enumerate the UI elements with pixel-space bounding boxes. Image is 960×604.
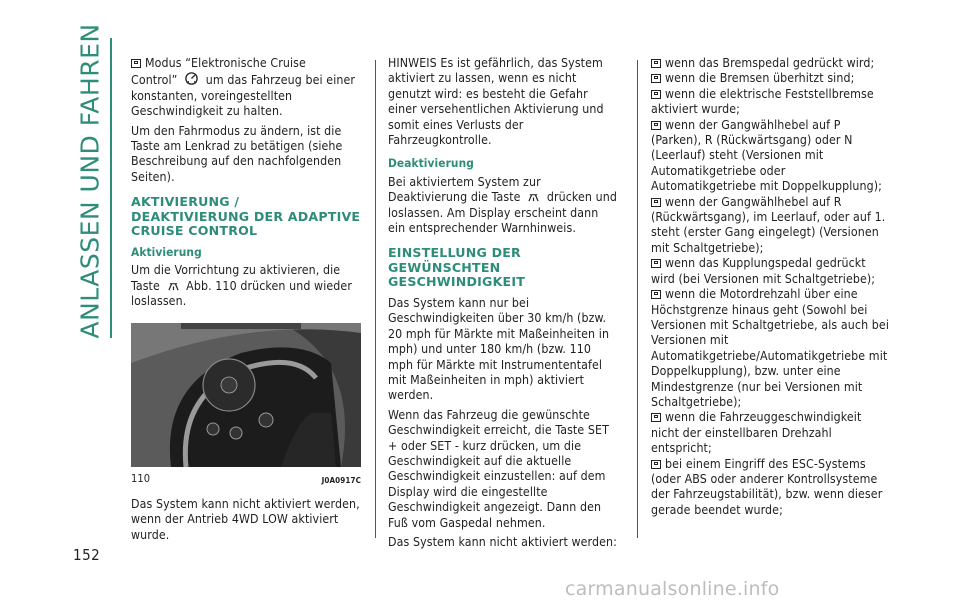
list-item: wenn die elektrische Feststellbremse aktiviert wurde; <box>651 86 874 117</box>
speed-paragraph-2: Wenn das Fahrzeug die gewünschte Geschwindigkeit erreicht, die Taste SET + oder SET - kurz drücken, um die Geschwindigkeit auf die aktuelle Geschwindigkeit einzustellen: auf dem Display wird die eingestellte Geschwindigkeit angezeigt. Dann den Fuß vom Gaspedal nehmen. <box>388 407 609 530</box>
list-item: wenn die Bremsen überhitzt sind; <box>651 71 891 86</box>
deactivation-paragraph: Bei aktiviertem System zur Deaktivierung die Taste drücken und loslassen. Am Display erscheint dann ein entsprechender Warnhinweis. <box>388 174 617 236</box>
list-item: wenn das Bremspedal gedrückt wird; <box>651 56 891 71</box>
list-item: wenn die Fahrzeuggeschwindigkeit nicht der einstellbaren Drehzahl entspricht; <box>651 410 862 456</box>
bullet-icon <box>651 460 661 469</box>
bullet-icon <box>651 121 661 130</box>
column-3 <box>651 56 891 518</box>
figure-number: 110 <box>131 472 151 486</box>
cruise-button-icon <box>167 281 180 292</box>
adaptive-cruise-icon <box>184 71 199 86</box>
bullet-icon <box>651 59 661 68</box>
speed-paragraph-1: Das System kann nur bei Geschwindigkeiten über 30 km/h (bzw. 20 mph für Märkte mit Maßeinheiten in mph) und unter 180 km/h (bzw. 110 mph für Märkte mit Instrumententafel mit Maßeinheiten in mph) aktiviert werden. <box>388 295 610 403</box>
chapter-rule <box>110 38 112 338</box>
chapter-title: ANLASSEN UND FAHREN <box>75 23 105 339</box>
column-2 <box>388 56 618 554</box>
steering-wheel-photo <box>131 323 361 467</box>
4wd-paragraph: Das System kann nicht aktiviert werden, wenn der Antrieb 4WD LOW aktiviert wurde. <box>131 496 360 542</box>
bullet-icon <box>651 413 661 422</box>
subheading-activation: Aktivierung <box>131 244 202 259</box>
list-item: wenn die Motordrehzahl über eine Höchstgrenze hinaus geht (Sowohl bei Versionen mit Schaltgetriebe, als auch bei Versionen mit Automatikgetriebe/Automatikgetriebe mit Doppelkupplung), bzw. unter eine Mindestgrenze (nur bei Versionen mit Schaltgetriebe); <box>651 287 890 409</box>
steering-wheel-figure <box>131 323 361 467</box>
bullet-icon <box>651 74 661 83</box>
bullet-icon <box>651 90 661 99</box>
bullet-icon <box>131 59 141 68</box>
list-item: wenn der Gangwählhebel auf P (Parken), R (Rückwärtsgang) oder N (Leerlauf) steht (Versionen mit Automatikgetriebe oder Automatikgetriebe mit Doppelkupplung); <box>651 117 882 194</box>
speed-paragraph-3: Das System kann nicht aktiviert werden: <box>388 535 617 550</box>
mode-paragraph: Modus “Elektronische Cruise Control” um das Fahrzeug bei einer konstanten, voreingestellten Geschwindigkeit zu halten. <box>131 56 356 119</box>
column-divider-2 <box>637 60 638 538</box>
heading-speed-setting: EINSTELLUNG DER GEWÜNSCHTEN GESCHWINDIGKEIT <box>388 245 526 290</box>
list-item: wenn der Gangwählhebel auf R (Rückwärtsgang), im Leerlauf, oder auf 1. steht (erster Gang eingelegt) (Versionen mit Schaltgetriebe); <box>651 194 886 255</box>
list-item: bei einem Eingriff des ESC-Systems (oder ABS oder anderer Kontrollsysteme der Fahrzeugstabilität), bzw. wenn dieser gerade beendet wurde; <box>651 456 883 517</box>
list-item: wenn das Kupplungspedal gedrückt wird (bei Versionen mit Schaltgetriebe); <box>651 256 876 286</box>
bullet-icon <box>651 290 661 299</box>
cruise-button-icon <box>527 192 540 203</box>
column-divider-1 <box>375 60 376 538</box>
heading-activation: AKTIVIERUNG / DEAKTIVIERUNG DER ADAPTIVE CRUISE CONTROL <box>131 194 361 239</box>
figure-code: J0A0917C <box>321 476 361 486</box>
warning-note: HINWEIS Es ist gefährlich, das System aktiviert zu lassen, wenn es nicht genutzt wird: es besteht die Gefahr einer versehentlichen Aktivierung und somit eines Verlusts der Fahrzeugkontrolle. <box>388 56 604 148</box>
activation-paragraph: Um die Vorrichtung zu aktivieren, die Taste Abb. 110 drücken und wieder loslassen. <box>131 263 352 308</box>
column-1 <box>131 56 361 547</box>
page-number: 152 <box>73 546 101 564</box>
mode-change-paragraph: Um den Fahrmodus zu ändern, ist die Taste am Lenkrad zu betätigen (siehe Beschreibung auf den nachfolgenden Seiten). <box>131 123 343 184</box>
figure-caption <box>131 471 361 488</box>
subheading-deactivation: Deaktivierung <box>388 156 474 171</box>
bullet-icon <box>651 259 661 268</box>
watermark: carmanualsonline.info <box>565 578 780 600</box>
bullet-icon <box>651 198 661 207</box>
